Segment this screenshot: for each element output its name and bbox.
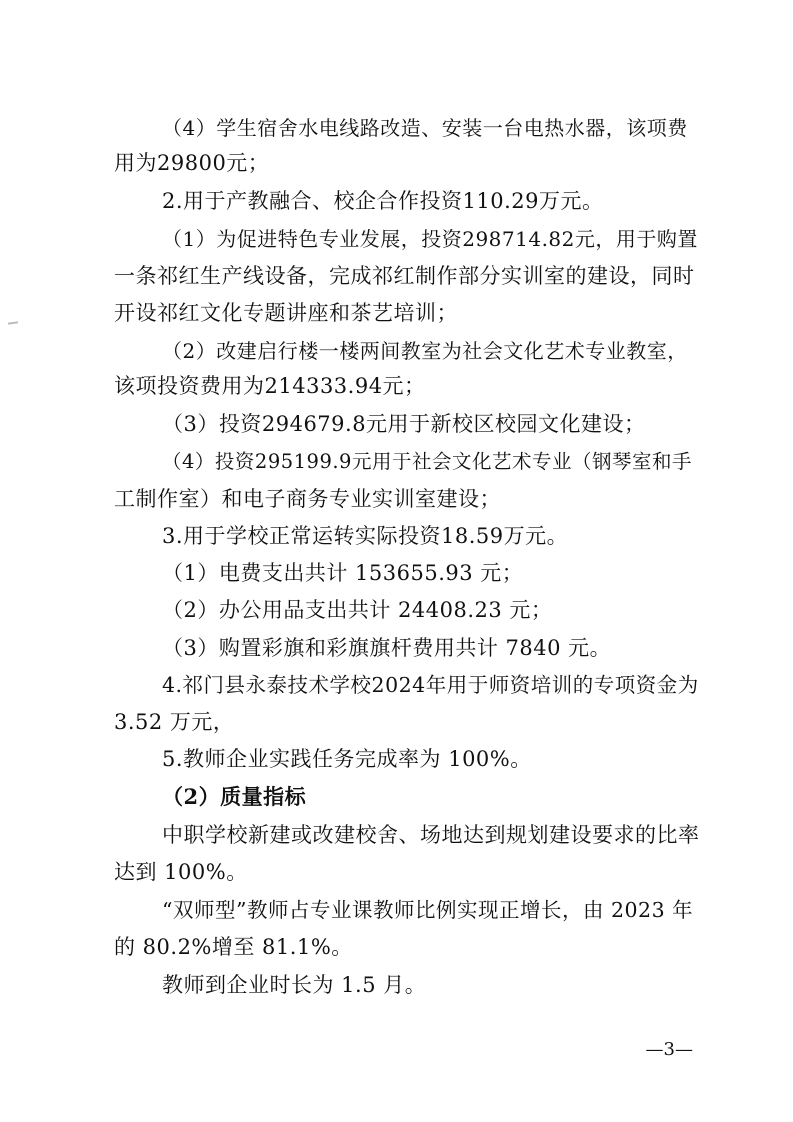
text-line: （2）办公用品支出共计 24408.23 元； [162,598,553,622]
text-line: 开设祁红文化专题讲座和茶艺培训； [114,301,458,325]
text-line: 中职学校新建或改建校舍、场地达到规划建设要求的比率 [162,823,700,847]
text-line: （1）为促进特色专业发展，投资298714.82元，用于购置 [162,227,698,251]
text-line: 的 80.2%增至 81.1%。 [114,935,353,959]
text-line: 5.教师企业实践任务完成率为 100%。 [162,747,532,771]
text-line: （1）电费支出共计 153655.93 元； [162,561,524,585]
text-line: 达到 100%。 [114,860,248,884]
text-line: （4）学生宿舍水电线路改造、安装一台电热水器，该项费 [162,116,688,140]
text-line: （4）投资295199.9元用于社会文化艺术专业（钢琴室和手 [162,450,692,473]
text-line: 该项投资费用为214333.94元； [114,374,426,398]
scan-speck [8,321,18,324]
page-number: —3— [645,1039,693,1060]
text-line: （3）购置彩旗和彩旗旗杆费用共计 7840 元。 [162,636,612,660]
text-line: 工制作室）和电子商务专业实训室建设； [114,487,501,511]
text-line: 3.用于学校正常运转实际投资18.59万元。 [162,524,569,548]
text-line: 用为29800元； [114,151,270,175]
text-line: （2）改建启行楼一楼两间教室为社会文化艺术专业教室， [162,339,688,363]
text-line: 一条祁红生产线设备，完成祁红制作部分实训室的建设，同时 [114,264,695,288]
text-line: 4.祁门县永泰技术学校2024年用于师资培训的专项资金为 [162,673,699,697]
text-line: （3）投资294679.8元用于新校区校园文化建设； [162,412,646,436]
text-line: 教师到企业时长为 1.5 月。 [162,973,427,997]
section-heading: （2）质量指标 [162,784,307,809]
text-line: 3.52 万元， [114,710,235,734]
text-line: “双师型”教师占专业课教师比例实现正增长，由 2023 年 [162,898,694,922]
text-line: 2.用于产教融合、校企合作投资110.29万元。 [162,189,604,213]
